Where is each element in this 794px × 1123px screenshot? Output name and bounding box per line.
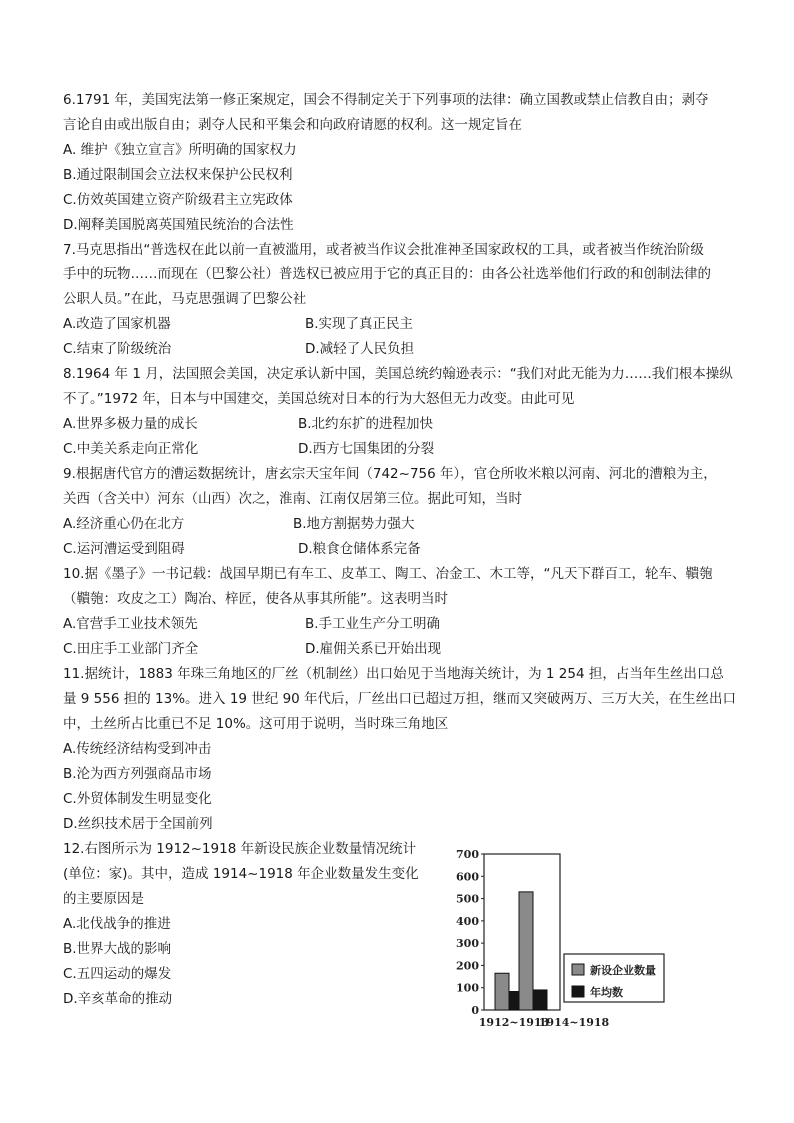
- legend-swatch: [572, 964, 584, 975]
- q9-stem-line1: 9.根据唐代官方的漕运数据统计，唐玄宗天宝年间（742~756 年），官仓所收米粮以河南、河北的漕粮为主，: [63, 466, 717, 482]
- bar-new-enterprises: [495, 973, 509, 1010]
- q7-option-c: C.结束了阶级统治: [63, 341, 172, 357]
- q6-stem-line2: 言论自由或出版自由；剥夺人民和平集会和向政府请愿的权利。这一规定旨在: [63, 117, 522, 133]
- q12-stem-line2: (单位：家)。其中，造成 1914~1918 年企业数量发生变化: [63, 866, 419, 882]
- q8-option-c: C.中美关系走向正常化: [63, 441, 199, 457]
- enterprise-count-chart: [446, 846, 656, 1031]
- q10-option-b: B.手工业生产分工明确: [305, 616, 441, 632]
- q6-option-d: D.阐释美国脱离英国殖民统治的合法性: [63, 217, 294, 233]
- y-tick-label: 500: [456, 892, 479, 906]
- q11-option-b: B.沦为西方列强商品市场: [63, 766, 212, 782]
- bar-annual-average: [533, 990, 547, 1010]
- q12-option-a: A.北伐战争的推进: [63, 916, 171, 932]
- x-category-label: 1914~1918: [538, 1016, 610, 1029]
- q11-stem-line2: 量 9 556 担的 13%。进入 19 世纪 90 年代后，厂丝出口已超过万担，继而又突破两万、三万大关，在生丝出口: [63, 691, 737, 707]
- q6-stem-line1: 6.1791 年，美国宪法第一修正案规定，国会不得制定关于下列事项的法律：确立国教或禁止信教自由；剥夺: [63, 92, 709, 108]
- y-tick-label: 0: [471, 1004, 479, 1017]
- q10-option-c: C.田庄手工业部门齐全: [63, 641, 199, 657]
- q12-option-d: D.辛亥革命的推动: [63, 991, 173, 1007]
- q7-option-b: B.实现了真正民主: [305, 316, 414, 332]
- y-tick-label: 100: [456, 981, 479, 995]
- y-tick-label: 400: [456, 914, 479, 928]
- y-tick-label: 300: [456, 937, 479, 951]
- q6-option-c: C.仿效英国建立资产阶级君主立宪政体: [63, 192, 293, 208]
- q9-option-b: B.地方割据势力强大: [293, 516, 415, 532]
- y-tick-label: 600: [456, 870, 479, 884]
- q11-stem-line1: 11.据统计，1883 年珠三角地区的厂丝（机制丝）出口始见于当地海关统计，为 1 254 担，占当年生丝出口总: [63, 666, 724, 682]
- legend-label: 新设企业数量: [590, 964, 656, 977]
- q12-stem-line1: 12.右图所示为 1912~1918 年新设民族企业数量情况统计: [63, 841, 417, 857]
- q10-stem-line1: 10.据《墨子》一书记载：战国早期已有车工、皮革工、陶工、冶金工、木工等，“凡天下群百工，轮车、鞼匏: [63, 566, 713, 582]
- q9-option-c: C.运河漕运受到阻碍: [63, 541, 185, 557]
- legend-swatch: [572, 986, 584, 997]
- q8-option-b: B.北约东扩的进程加快: [298, 416, 434, 432]
- q9-stem-line2: 关西（含关中）河东（山西）次之，淮南、江南仅居第三位。据此可知，当时: [63, 491, 522, 507]
- q8-option-d: D.西方七国集团的分裂: [298, 441, 435, 457]
- q6-option-a: A. 维护《独立宣言》所明确的国家权力: [63, 142, 297, 158]
- q11-option-d: D.丝织技术居于全国前列: [63, 816, 213, 832]
- q7-option-d: D.减轻了人民负担: [305, 341, 415, 357]
- q7-stem-line3: 公职人员。”在此，马克思强调了巴黎公社: [63, 291, 307, 307]
- q12-option-c: C.五四运动的爆发: [63, 966, 172, 982]
- chart-svg: [446, 846, 656, 1031]
- q10-stem-line2: （鞼匏：攻皮之工）陶冶、梓匠，使各从事其所能”。这表明当时: [63, 591, 448, 607]
- y-tick-label: 700: [456, 848, 479, 861]
- q7-stem-line2: 手中的玩物……而现在（巴黎公社）普选权已被应用于它的真正目的：由各公社选举他们行政的和创制法律的: [63, 266, 711, 282]
- q6-option-b: B.通过限制国会立法权来保护公民权利: [63, 167, 293, 183]
- q8-stem-line2: 不了。”1972 年，日本与中国建交，美国总统对日本的行为大怒但无力改变。由此可见: [63, 391, 575, 407]
- q11-option-c: C.外贸体制发生明显变化: [63, 791, 212, 807]
- q11-option-a: A.传统经济结构受到冲击: [63, 741, 212, 757]
- legend-label: 年均数: [590, 986, 623, 999]
- q8-stem-line1: 8.1964 年 1 月，法国照会美国，决定承认新中国，美国总统约翰逊表示：“我们对此无能为力……我们根本操纵: [63, 366, 733, 382]
- x-category-label: 1912~1913: [478, 1016, 550, 1029]
- q12-option-b: B.世界大战的影响: [63, 941, 172, 957]
- q7-option-a: A.改造了国家机器: [63, 316, 171, 332]
- q9-option-a: A.经济重心仍在北方: [63, 516, 185, 532]
- q11-stem-line3: 中，土丝所占比重已不足 10%。这可用于说明，当时珠三角地区: [63, 716, 449, 732]
- q7-stem-line1: 7.马克思指出“普选权在此以前一直被滥用，或者被当作议会批准神圣国家政权的工具，或者被当作统治阶级: [63, 242, 704, 258]
- q10-option-d: D.雇佣关系已开始出现: [305, 641, 442, 657]
- bar-new-enterprises: [519, 892, 533, 1010]
- q8-option-a: A.世界多极力量的成长: [63, 416, 198, 432]
- q9-option-d: D.粮食仓储体系完备: [298, 541, 421, 557]
- y-tick-label: 200: [456, 959, 479, 973]
- q10-option-a: A.官营手工业技术领先: [63, 616, 198, 632]
- q12-stem-line3: 的主要原因是: [63, 891, 144, 907]
